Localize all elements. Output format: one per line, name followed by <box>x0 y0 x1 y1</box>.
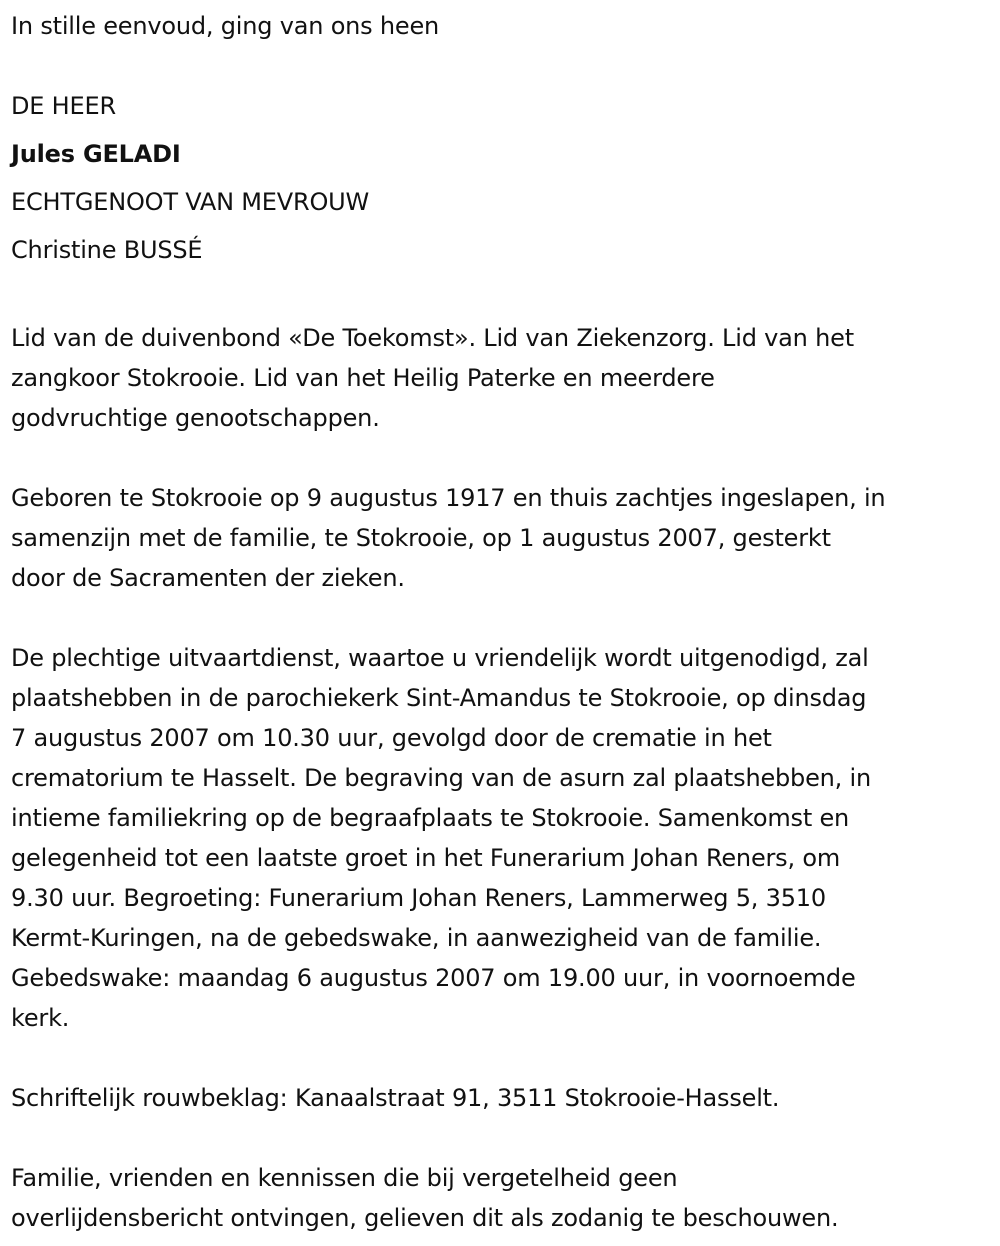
spacer <box>11 1038 990 1078</box>
paragraph-line: door de Sacramenten der zieken. <box>11 564 405 592</box>
paragraph-line: kerk. <box>11 1004 70 1032</box>
paragraph-line: samenzijn met de familie, te Stokrooie, op 1 augustus 2007, gesterkt <box>11 524 831 552</box>
paragraph-line: zangkoor Stokrooie. Lid van het Heilig Paterke en meerdere <box>11 364 715 392</box>
spacer <box>11 274 990 318</box>
memberships-paragraph <box>11 318 990 438</box>
spacer <box>11 1118 990 1158</box>
paragraph-line: Schriftelijk rouwbeklag: Kanaalstraat 91, 3511 Stokrooie-Hasselt. <box>11 1084 780 1112</box>
spouse-name: Christine BUSSÉ <box>11 236 203 264</box>
paragraph-line: 7 augustus 2007 om 10.30 uur, gevolgd door de crematie in het <box>11 724 772 752</box>
birth-death-paragraph <box>11 478 990 598</box>
paragraph-line: intieme familiekring op de begraafplaats te Stokrooie. Samenkomst en <box>11 804 850 832</box>
spacer <box>11 598 990 638</box>
paragraph-line: 9.30 uur. Begroeting: Funerarium Johan Reners, Lammerweg 5, 3510 <box>11 884 826 912</box>
paragraph-line: Familie, vrienden en kennissen die bij vergetelheid geen <box>11 1164 678 1192</box>
intro-line: In stille eenvoud, ging van ons heen <box>11 12 440 40</box>
paragraph-line: Geboren te Stokrooie op 9 augustus 1917 en thuis zachtjes ingeslapen, in <box>11 484 886 512</box>
paragraph-line: De plechtige uitvaartdienst, waartoe u vriendelijk wordt uitgenodigd, zal <box>11 644 869 672</box>
condolences-paragraph <box>11 1078 990 1118</box>
title-prefix: DE HEER <box>11 92 116 120</box>
spacer <box>11 438 990 478</box>
paragraph-line: crematorium te Hasselt. De begraving van de asurn zal plaatshebben, in <box>11 764 872 792</box>
paragraph-line: Kermt-Kuringen, na de gebedswake, in aanwezigheid van de familie. <box>11 924 822 952</box>
spacer <box>11 46 990 82</box>
closing-paragraph <box>11 1158 990 1238</box>
obituary-header <box>11 6 990 274</box>
paragraph-line: overlijdensbericht ontvingen, gelieven dit als zodanig te beschouwen. <box>11 1204 839 1232</box>
paragraph-line: Gebedswake: maandag 6 augustus 2007 om 19.00 uur, in voornoemde <box>11 964 856 992</box>
paragraph-line: Lid van de duivenbond «De Toekomst». Lid van Ziekenzorg. Lid van het <box>11 324 854 352</box>
funeral-service-paragraph <box>11 638 990 1038</box>
paragraph-line: gelegenheid tot een laatste groet in het Funerarium Johan Reners, om <box>11 844 841 872</box>
deceased-name: Jules GELADI <box>11 140 181 168</box>
relation-line: ECHTGENOOT VAN MEVROUW <box>11 188 370 216</box>
paragraph-line: godvruchtige genootschappen. <box>11 404 380 432</box>
paragraph-line: plaatshebben in de parochiekerk Sint-Amandus te Stokrooie, op dinsdag <box>11 684 867 712</box>
